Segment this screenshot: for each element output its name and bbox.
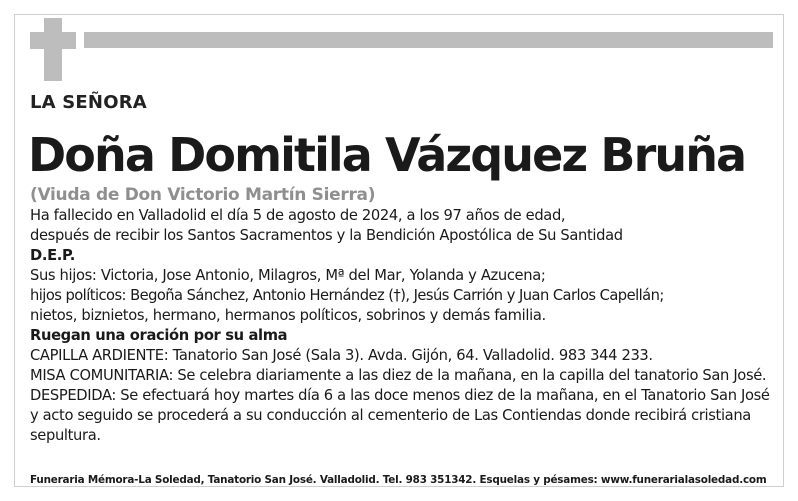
cross-horizontal-bar (30, 32, 76, 49)
prayer-request: Ruegan una oración por su alma (30, 327, 288, 344)
funeral-home-footer: Funeraria Mémora-La Soledad, Tanatorio San José. Valladolid. Tel. 983 351342. Esquelas y pésames: www.funerarialasoledad.com (30, 474, 767, 486)
farewell-info: DESPEDIDA: Se efectuará hoy martes día 6 a las doce menos diez de la mañana, en el Tanatorio San José y acto seguido se procederá a su conducción al cementerio de Las Contiendas donde recibirá cristiana sepultura. (30, 387, 770, 444)
widow-of-line: (Viuda de Don Victorio Martín Sierra) (30, 185, 376, 205)
pre-title: LA SEÑORA (30, 92, 147, 113)
death-line-2: después de recibir los Santos Sacramentos y la Bendición Apostólica de Su Santidad (30, 227, 623, 244)
chapel-info: CAPILLA ARDIENTE: Tanatorio San José (Sala 3). Avda. Gijón, 64. Valladolid. 983 344 233. (30, 347, 653, 364)
family-line-1: Sus hijos: Victoria, Jose Antonio, Milagros, Mª del Mar, Yolanda y Azucena; (30, 267, 546, 284)
death-line-1: Ha fallecido en Valladolid el día 5 de agosto de 2024, a los 97 años de edad, (30, 207, 566, 224)
deceased-name: Doña Domitila Vázquez Bruña (28, 128, 746, 182)
mass-info: MISA COMUNITARIA: Se celebra diariamente a las diez de la mañana, en la capilla del tanatorio San José. (30, 367, 767, 384)
family-line-2: hijos políticos: Begoña Sánchez, Antonio Hernández (†), Jesús Carrión y Juan Carlos Capellán; (30, 287, 664, 304)
family-line-3: nietos, biznietos, hermano, hermanos políticos, sobrinos y demás familia. (30, 307, 546, 324)
header-rule (84, 32, 773, 48)
rip-heading: D.E.P. (30, 247, 75, 264)
notice-body (30, 206, 782, 446)
cross-vertical-bar (44, 18, 62, 81)
